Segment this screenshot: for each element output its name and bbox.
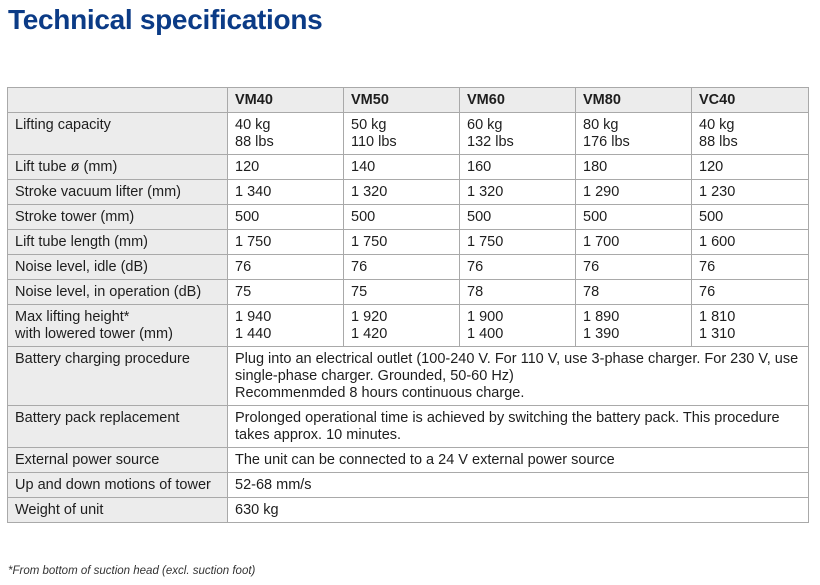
row-label: Stroke vacuum lifter (mm)	[8, 180, 228, 205]
table-cell: 160	[460, 155, 576, 180]
table-cell: 75	[228, 280, 344, 305]
table-cell: 180	[576, 155, 692, 180]
table-cell: 1 750	[460, 230, 576, 255]
model-header: VM80	[576, 88, 692, 113]
table-cell: 500	[228, 205, 344, 230]
table-header-row	[8, 88, 809, 113]
table-cell: 50 kg 110 lbs	[344, 113, 460, 155]
table-cell: 76	[576, 255, 692, 280]
table-cell: 500	[576, 205, 692, 230]
table-cell: 60 kg 132 lbs	[460, 113, 576, 155]
table-cell: 1 230	[692, 180, 809, 205]
table-cell: 76	[228, 255, 344, 280]
table-cell: 76	[692, 280, 809, 305]
table-cell: 1 810 1 310	[692, 305, 809, 347]
row-label: Max lifting height* with lowered tower (mm)	[8, 305, 228, 347]
model-header: VM60	[460, 88, 576, 113]
table-row	[8, 113, 809, 155]
table-row	[8, 448, 809, 473]
table-cell-wide: Prolonged operational time is achieved by switching the battery pack. This procedure takes approx. 10 minutes.	[228, 406, 809, 448]
table-row	[8, 498, 809, 523]
table-cell-wide: 52-68 mm/s	[228, 473, 809, 498]
table-cell: 1 920 1 420	[344, 305, 460, 347]
table-cell: 500	[460, 205, 576, 230]
table-cell: 1 940 1 440	[228, 305, 344, 347]
table-cell: 1 600	[692, 230, 809, 255]
table-cell: 76	[344, 255, 460, 280]
header-corner-cell	[8, 88, 228, 113]
row-label: Lift tube length (mm)	[8, 230, 228, 255]
table-cell: 78	[460, 280, 576, 305]
table-cell: 1 750	[344, 230, 460, 255]
table-cell-wide: 630 kg	[228, 498, 809, 523]
table-cell: 75	[344, 280, 460, 305]
table-cell: 1 290	[576, 180, 692, 205]
spec-table	[7, 87, 809, 523]
table-cell: 40 kg 88 lbs	[692, 113, 809, 155]
table-cell: 1 750	[228, 230, 344, 255]
table-row	[8, 473, 809, 498]
table-cell: 1 890 1 390	[576, 305, 692, 347]
page-title: Technical specifications	[8, 4, 323, 35]
model-header: VC40	[692, 88, 809, 113]
row-label: Stroke tower (mm)	[8, 205, 228, 230]
row-label: Battery charging procedure	[8, 347, 228, 406]
table-row	[8, 280, 809, 305]
row-label: Noise level, idle (dB)	[8, 255, 228, 280]
row-label: Weight of unit	[8, 498, 228, 523]
table-cell: 1 900 1 400	[460, 305, 576, 347]
table-row	[8, 205, 809, 230]
table-row	[8, 347, 809, 406]
table-cell: 1 320	[344, 180, 460, 205]
table-cell: 140	[344, 155, 460, 180]
table-cell: 76	[692, 255, 809, 280]
footnote: *From bottom of suction head (excl. suction foot)	[8, 565, 256, 577]
model-header: VM50	[344, 88, 460, 113]
table-row	[8, 406, 809, 448]
table-cell-wide: The unit can be connected to a 24 V external power source	[228, 448, 809, 473]
table-cell: 76	[460, 255, 576, 280]
table-cell: 40 kg 88 lbs	[228, 113, 344, 155]
table-cell: 80 kg 176 lbs	[576, 113, 692, 155]
table-row	[8, 230, 809, 255]
row-label: External power source	[8, 448, 228, 473]
table-cell: 78	[576, 280, 692, 305]
row-label: Lifting capacity	[8, 113, 228, 155]
row-label: Battery pack replacement	[8, 406, 228, 448]
table-cell: 120	[692, 155, 809, 180]
model-header: VM40	[228, 88, 344, 113]
table-cell: 1 340	[228, 180, 344, 205]
row-label: Lift tube ø (mm)	[8, 155, 228, 180]
table-row	[8, 305, 809, 347]
table-cell: 120	[228, 155, 344, 180]
table-cell-wide: Plug into an electrical outlet (100-240 V. For 110 V, use 3-phase charger. For 230 V, use single-phase charger. Grounded, 50-60 Hz) Recommenmded 8 hours continuous charge.	[228, 347, 809, 406]
table-row	[8, 155, 809, 180]
table-row	[8, 180, 809, 205]
table-row	[8, 255, 809, 280]
table-cell: 500	[344, 205, 460, 230]
table-cell: 500	[692, 205, 809, 230]
row-label: Up and down motions of tower	[8, 473, 228, 498]
row-label: Noise level, in operation (dB)	[8, 280, 228, 305]
table-cell: 1 700	[576, 230, 692, 255]
table-cell: 1 320	[460, 180, 576, 205]
